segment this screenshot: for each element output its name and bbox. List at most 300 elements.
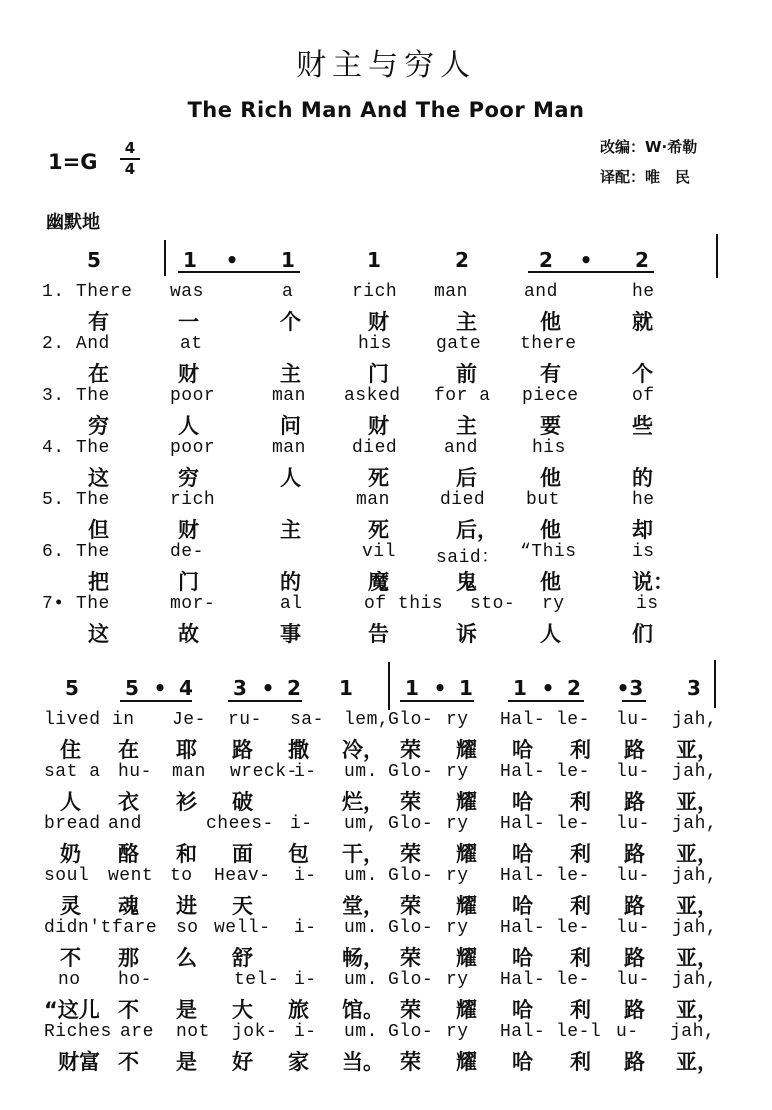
lyric-chinese: 亚， [676,1050,718,1074]
lyric-english: there [520,334,577,354]
lyric-chinese: 但 [88,518,109,542]
lyric-chinese: 利 [570,790,591,814]
lyric-chinese: 耀 [456,998,477,1022]
lyric-chinese: 利 [570,1050,591,1074]
lyric-chinese: 个 [280,310,301,334]
lyric-chinese: 人 [540,622,561,646]
lyric-english: um, [344,814,378,834]
lyric-english: 2. And [42,334,110,354]
lyric-english: at [180,334,203,354]
lyric-chinese: 哈 [512,790,533,814]
lyric-chinese: 利 [570,998,591,1022]
lyric-chinese: 一 [178,310,199,334]
lyric-english: lem, [344,710,390,730]
lyric-chinese: 畅， [342,946,384,970]
lyric-english: Glo- [388,918,434,938]
lyric-chinese: 住 [60,738,81,762]
lyric-chinese: 是 [176,1050,197,1074]
barline [714,660,716,708]
lyric-chinese: 门 [368,362,389,386]
lyric-english: le- [556,710,590,730]
jianpu-note: 1 [183,248,197,272]
lyric-chinese: 是 [176,998,197,1022]
lyric-chinese: 这 [88,622,109,646]
lyric-chinese: 和 [176,842,197,866]
lyric-english: bread [44,814,101,834]
lyric-english: um. [344,918,378,938]
lyric-english: 1. There [42,282,133,302]
jianpu-note: 1 [405,676,419,700]
lyric-chinese: 利 [570,894,591,918]
lyric-english: lu- [616,918,650,938]
lyric-chinese: 耀 [456,842,477,866]
lyric-chinese: 耀 [456,790,477,814]
lyric-english: a [282,282,294,302]
time-signature-top: 4 [124,139,136,157]
lyric-chinese: 大 [232,998,253,1022]
lyric-chinese: 荣 [400,1050,421,1074]
lyric-english: and [108,814,142,834]
lyric-chinese: 耀 [456,738,477,762]
lyric-chinese: 主 [280,518,301,542]
lyric-chinese: 前 [456,362,477,386]
lyric-english: lu- [616,710,650,730]
lyric-chinese: 破 [232,790,253,814]
lyric-english: 3. The [42,386,110,406]
lyric-english: Glo- [388,970,434,990]
lyric-chinese: 路 [232,738,253,762]
note-underline [400,700,474,702]
lyric-english: jok- [232,1022,278,1042]
lyric-chinese: 奶 [60,842,81,866]
lyric-english: i- [294,970,317,990]
lyric-chinese: 的 [632,466,653,490]
lyric-chinese: 荣 [400,998,421,1022]
lyric-chinese: 路 [624,1050,645,1074]
lyric-chinese: 不 [118,1050,139,1074]
lyric-english: sto- [470,594,516,614]
lyric-english: de- [170,542,204,562]
lyric-chinese: 亚， [676,998,718,1022]
lyric-chinese: 哈 [512,1050,533,1074]
jianpu-note: 5 [87,248,101,272]
lyric-chinese: 却 [632,518,653,542]
lyric-chinese: 在 [88,362,109,386]
lyric-english: no [58,970,81,990]
jianpu-note: • [433,676,447,700]
lyric-chinese: 哈 [512,738,533,762]
lyric-english: Hal- [500,762,546,782]
lyric-english: jah, [670,1022,716,1042]
time-signature [120,140,140,178]
lyric-english: ry [446,710,469,730]
note-underline [622,700,646,702]
lyric-english: i- [294,918,317,938]
lyric-english: i- [294,866,317,886]
lyric-english: asked [344,386,401,406]
lyric-english: his [532,438,566,458]
note-underline [528,271,654,273]
lyric-chinese: 主 [456,310,477,334]
lyric-english: rich [352,282,398,302]
lyric-english: his [358,334,392,354]
lyric-english: didn't [44,918,112,938]
lyric-english: ry [446,970,469,990]
jianpu-note: • [261,676,275,700]
lyric-english: ry [446,1022,469,1042]
lyric-chinese: “这儿 [44,998,100,1022]
lyric-english: 5. The [42,490,110,510]
barline [716,234,718,278]
lyric-chinese: 亚， [676,946,718,970]
lyric-chinese: 耀 [456,894,477,918]
lyric-chinese: 当。 [342,1050,384,1074]
jianpu-note: • [579,248,593,272]
lyric-chinese: 主 [456,414,477,438]
note-underline [178,271,300,273]
jianpu-note: 1 [513,676,527,700]
jianpu-note: • [225,248,239,272]
lyric-english: jah, [672,918,718,938]
jianpu-note: 4 [179,676,193,700]
lyric-english: u- [616,1022,639,1042]
lyric-english: but [526,490,560,510]
lyric-english: sat a [44,762,101,782]
translator-credit: 译配：唯 民 [600,168,691,186]
lyric-chinese: 哈 [512,842,533,866]
jianpu-note: • [153,676,167,700]
lyric-chinese: 舒 [232,946,253,970]
lyric-english: poor [170,438,216,458]
jianpu-note: •3 [616,676,644,700]
lyric-chinese: 问 [280,414,301,438]
lyric-chinese: 馆。 [342,998,384,1022]
lyric-english: Hal- [500,866,546,886]
lyric-english: are [120,1022,154,1042]
lyric-english: Je- [172,710,206,730]
lyric-english: hu- [118,762,152,782]
lyric-english: le- [556,918,590,938]
lyric-chinese: 人 [178,414,199,438]
lyric-english: Heav- [214,866,271,886]
jianpu-note: 2 [567,676,581,700]
jianpu-note: 5 [125,676,139,700]
lyric-chinese: 烂， [342,790,384,814]
lyric-english: Glo- [388,866,434,886]
lyric-chinese: 事 [280,622,301,646]
lyric-chinese: 门 [178,570,199,594]
lyric-chinese: 天 [232,894,253,918]
time-signature-bottom: 4 [124,160,136,178]
lyric-chinese: 死 [368,518,389,542]
lyric-chinese: 他 [540,570,561,594]
lyric-chinese: 他 [540,466,561,490]
lyric-chinese: 财 [368,414,389,438]
lyric-english: jah, [672,814,718,834]
lyric-english: ry [446,866,469,886]
lyric-chinese: 荣 [400,946,421,970]
lyric-chinese: 耀 [456,946,477,970]
lyric-english: died [352,438,398,458]
lyric-english: mor- [170,594,216,614]
lyric-chinese: 路 [624,946,645,970]
jianpu-note: 1 [339,676,353,700]
lyric-english: lived [44,710,101,730]
lyric-chinese: 路 [624,998,645,1022]
lyric-chinese: 他 [540,518,561,542]
lyric-english: um. [344,866,378,886]
lyric-chinese: 他 [540,310,561,334]
lyric-english: jah, [672,762,718,782]
lyric-chinese: 衫 [176,790,197,814]
lyric-chinese: 哈 [512,946,533,970]
lyric-english: chees- [206,814,274,834]
lyric-chinese: 灵 [60,894,81,918]
lyric-chinese: 亚， [676,790,718,814]
lyric-chinese: 路 [624,738,645,762]
jianpu-note: • [541,676,555,700]
lyric-english: ho- [118,970,152,990]
lyric-english: Riches [44,1022,112,1042]
lyric-chinese: 告 [368,622,389,646]
lyric-chinese: 亚， [676,894,718,918]
lyric-english: le- [556,866,590,886]
barline [388,662,390,710]
lyric-chinese: 荣 [400,790,421,814]
lyric-chinese: 面 [232,842,253,866]
key-signature: 1=G [48,150,98,174]
lyric-chinese: 要 [540,414,561,438]
lyric-chinese: 在 [118,738,139,762]
lyric-english: well- [214,918,271,938]
jianpu-note: 2 [635,248,649,272]
lyric-english: in [112,710,135,730]
lyric-chinese: 路 [624,790,645,814]
lyric-chinese: 耀 [456,1050,477,1074]
lyric-chinese: 些 [632,414,653,438]
lyric-english: and [524,282,558,302]
lyric-english: um. [344,970,378,990]
tempo-marking: 幽默地 [46,212,100,233]
lyric-chinese: 个 [632,362,653,386]
lyric-chinese: 有 [540,362,561,386]
lyric-english: Glo- [388,762,434,782]
note-underline [508,700,584,702]
lyric-chinese: 那 [118,946,139,970]
lyric-english: is [632,542,655,562]
lyric-chinese: 利 [570,946,591,970]
jianpu-note: 2 [455,248,469,272]
lyric-english: man [272,386,306,406]
lyric-chinese: 把 [88,570,109,594]
jianpu-note: 2 [287,676,301,700]
lyric-english: is [636,594,659,614]
lyric-english: “This [520,542,577,562]
lyric-chinese: 说： [632,570,674,594]
lyric-english: um. [344,1022,378,1042]
lyric-chinese: 包 [288,842,309,866]
lyric-chinese: 撒 [288,738,309,762]
lyric-chinese: 人 [60,790,81,814]
lyric-english: le- [556,762,590,782]
jianpu-note: 3 [233,676,247,700]
lyric-english: Glo- [388,1022,434,1042]
lyric-chinese: 主 [280,362,301,386]
lyric-english: ry [446,918,469,938]
lyric-english: 4. The [42,438,110,458]
lyric-chinese: 家 [288,1050,309,1074]
lyric-english: gate [436,334,482,354]
lyric-english: 6. The [42,542,110,562]
lyric-english: of this [364,594,444,614]
lyric-chinese: 不 [60,946,81,970]
lyric-english: Hal- [500,1022,546,1042]
jianpu-note: 1 [281,248,295,272]
jianpu-note: 3 [687,676,701,700]
lyric-chinese: 穷 [178,466,199,490]
lyric-english: ry [542,594,565,614]
lyric-chinese: 有 [88,310,109,334]
lyric-english: for a [434,386,491,406]
lyric-english: man [434,282,468,302]
lyric-english: i- [290,814,313,834]
lyric-chinese: 干， [342,842,384,866]
lyric-chinese: 冷， [342,738,384,762]
lyric-english: 7• The [42,594,110,614]
lyric-english: poor [170,386,216,406]
lyric-chinese: 人 [280,466,301,490]
lyric-english: Glo- [388,710,434,730]
lyric-chinese: 路 [624,894,645,918]
lyric-english: ry [446,762,469,782]
lyric-chinese: 就 [632,310,653,334]
lyric-english: ry [446,814,469,834]
lyric-english: rich [170,490,216,510]
lyric-english: al [280,594,303,614]
lyric-chinese: 么 [176,946,197,970]
lyric-english: so [176,918,199,938]
lyric-english: he [632,490,655,510]
lyric-english: of [632,386,655,406]
lyric-chinese: 哈 [512,894,533,918]
lyric-chinese: 穷 [88,414,109,438]
lyric-chinese: 魔 [368,570,389,594]
lyric-english: tel- [234,970,280,990]
arranger-credit: 改编：W·希勒 [600,138,698,156]
lyric-english: wreck- [230,762,298,782]
lyric-chinese: 财 [368,310,389,334]
lyric-chinese: 后 [456,466,477,490]
lyric-english: lu- [616,762,650,782]
lyric-english: went [108,866,154,886]
lyric-english: man [272,438,306,458]
lyric-chinese: 耶 [176,738,197,762]
barline [164,240,166,276]
lyric-english: sa- [290,710,324,730]
jianpu-note: 5 [65,676,79,700]
lyric-chinese: 进 [176,894,197,918]
lyric-chinese: 鬼 [456,570,477,594]
lyric-chinese: 酪 [118,842,139,866]
lyric-english: piece [522,386,579,406]
lyric-chinese: 的 [280,570,301,594]
lyric-chinese: 好 [232,1050,253,1074]
lyric-english: jah, [672,866,718,886]
lyric-chinese: 故 [178,622,199,646]
lyric-chinese: 衣 [118,790,139,814]
lyric-english: Hal- [500,814,546,834]
lyric-chinese: 魂 [118,894,139,918]
lyric-english: to [170,866,193,886]
lyric-english: Hal- [500,918,546,938]
lyric-chinese: 诉 [456,622,477,646]
lyric-english: jah, [672,710,718,730]
lyric-english: fare [112,918,158,938]
lyric-chinese: 们 [632,622,653,646]
lyric-english: Glo- [388,814,434,834]
lyric-chinese: 利 [570,738,591,762]
lyric-chinese: 财 [178,362,199,386]
lyric-chinese: 财富 [58,1050,100,1074]
lyric-chinese: 利 [570,842,591,866]
lyric-english: i- [294,1022,317,1042]
lyric-chinese: 后， [456,518,498,542]
lyric-english: he [632,282,655,302]
jianpu-note: 2 [539,248,553,272]
lyric-chinese: 堂， [342,894,384,918]
lyric-english: died [440,490,486,510]
lyric-english: ru- [228,710,262,730]
lyric-english: Hal- [500,970,546,990]
lyric-english: soul [44,866,90,886]
note-underline [120,700,192,702]
lyric-chinese: 荣 [400,894,421,918]
lyric-english: lu- [616,814,650,834]
lyric-english: man [172,762,206,782]
lyric-english: Hal- [500,710,546,730]
lyric-english: le-l [556,1022,602,1042]
lyric-chinese: 亚， [676,738,718,762]
lyric-english: jah, [672,970,718,990]
lyric-english: um. [344,762,378,782]
lyric-chinese: 死 [368,466,389,490]
lyric-english: not [176,1022,210,1042]
lyric-english: was [170,282,204,302]
lyric-chinese: 路 [624,842,645,866]
lyric-chinese: 荣 [400,738,421,762]
jianpu-note: 1 [367,248,381,272]
title-english: The Rich Man And The Poor Man [187,98,585,122]
lyric-english: man [356,490,390,510]
lyric-english: and [444,438,478,458]
lyric-english: le- [556,814,590,834]
lyric-chinese: 荣 [400,842,421,866]
lyric-english: lu- [616,866,650,886]
lyric-chinese: 亚， [676,842,718,866]
lyric-english: lu- [616,970,650,990]
lyric-chinese: 旅 [288,998,309,1022]
lyric-english: vil [362,542,396,562]
note-underline [228,700,302,702]
lyric-chinese: 哈 [512,998,533,1022]
lyric-english: i- [294,762,317,782]
lyric-chinese: 财 [178,518,199,542]
lyric-chinese: 这 [88,466,109,490]
title-chinese: 财主与穷人 [296,48,476,83]
lyric-english: le- [556,970,590,990]
lyric-english: said： [436,548,500,568]
lyric-chinese: 不 [118,998,139,1022]
